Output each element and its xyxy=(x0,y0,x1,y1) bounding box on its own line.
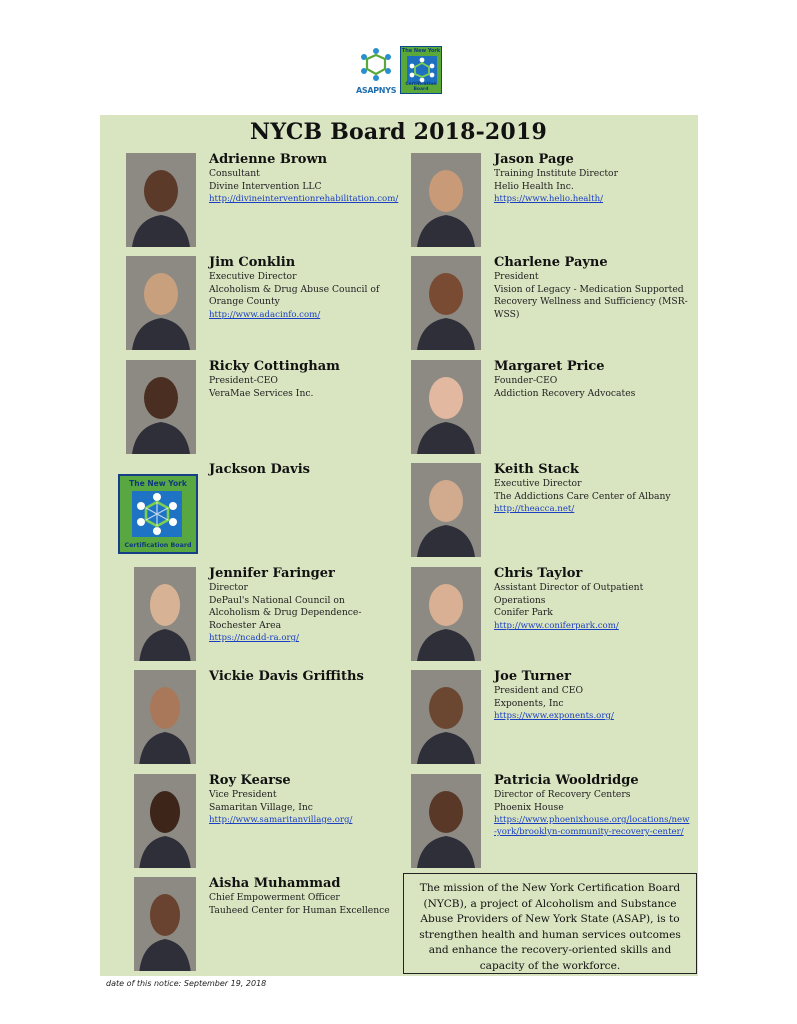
member-website-link[interactable]: https://www.exponents.org/ xyxy=(494,711,614,721)
member-name: Jennifer Faringer xyxy=(209,566,335,581)
member-detail-line: Operations xyxy=(494,594,546,606)
member-detail-line: Executive Director xyxy=(209,271,297,282)
nycb-small-logo xyxy=(400,46,442,94)
member-detail-line: Phoenix House xyxy=(494,801,564,813)
member-info xyxy=(494,462,694,515)
member-detail-line: Vice President xyxy=(209,789,277,800)
member-detail-line: Recovery Wellness and Sufficiency (MSR- xyxy=(494,296,688,307)
member-detail-line: President and CEO xyxy=(494,685,583,696)
member-info xyxy=(209,876,409,917)
member-photo xyxy=(126,360,196,454)
portrait-silhouette xyxy=(411,360,481,454)
member-info xyxy=(494,669,694,722)
member-detail-line: Conifer Park xyxy=(494,607,553,618)
portrait-silhouette xyxy=(411,463,481,557)
member-name: Joe Turner xyxy=(494,669,571,684)
member-name: Keith Stack xyxy=(494,462,579,477)
portrait-silhouette xyxy=(134,774,196,868)
member-detail-line: Chief Empowerment Officer xyxy=(209,892,340,903)
member-detail-line: Training Institute Director xyxy=(494,168,618,179)
member-name: Charlene Payne xyxy=(494,255,608,270)
header-logos xyxy=(356,46,442,94)
member-website-link[interactable]: https://ncadd-ra.org/ xyxy=(209,633,300,643)
member-name: Jason Page xyxy=(494,152,574,167)
member-detail-line: Helio Health Inc. xyxy=(494,180,574,192)
member-detail-line: DePaul's National Council on xyxy=(209,594,345,606)
member-info xyxy=(209,773,409,826)
portrait-silhouette xyxy=(134,670,196,764)
member-photo xyxy=(411,567,481,661)
member-photo xyxy=(411,360,481,454)
member-website-link[interactable]: http://divineinterventionrehabilitation.com/ xyxy=(209,194,399,204)
member-detail-line: Alcoholism & Drug Dependence- xyxy=(209,607,362,618)
page-title: NYCB Board 2018-2019 xyxy=(250,119,547,145)
member-detail-line: Founder-CEO xyxy=(494,375,558,386)
member-name: Aisha Muhammad xyxy=(209,876,341,891)
portrait-silhouette xyxy=(134,567,196,661)
member-photo xyxy=(411,774,481,868)
member-name: Chris Taylor xyxy=(494,566,583,581)
member-photo xyxy=(411,463,481,557)
member-name: Roy Kearse xyxy=(209,773,291,788)
member-info xyxy=(494,255,694,321)
portrait-silhouette xyxy=(411,153,481,247)
member-detail-line: Samaritan Village, Inc xyxy=(209,801,313,813)
member-detail-line: VeraMae Services Inc. xyxy=(209,387,314,399)
member-photo xyxy=(126,256,196,350)
small-logo-top-text: The New York xyxy=(401,48,441,54)
portrait-silhouette xyxy=(411,670,481,764)
mission-statement-box xyxy=(403,873,697,974)
member-info xyxy=(209,669,409,685)
member-detail-line: Tauheed Center for Human Excellence xyxy=(209,904,390,916)
cert-logo-emblem xyxy=(132,491,182,537)
nycb-certification-logo xyxy=(118,474,198,554)
member-website-link[interactable]: http://www.samaritanvillage.org/ xyxy=(209,815,353,825)
member-name: Margaret Price xyxy=(494,359,605,374)
member-name: Adrienne Brown xyxy=(209,152,328,167)
member-info xyxy=(494,359,694,400)
member-photo xyxy=(134,670,196,764)
member-info xyxy=(494,566,694,632)
member-photo xyxy=(134,877,196,971)
member-detail-line: Rochester Area xyxy=(209,619,282,631)
member-info xyxy=(209,566,409,644)
member-detail-line: President xyxy=(494,271,539,282)
member-website-link[interactable]: http://www.adacinfo.com/ xyxy=(209,309,321,320)
member-name: Jim Conklin xyxy=(209,255,296,270)
portrait-silhouette xyxy=(411,567,481,661)
member-name: Ricky Cottingham xyxy=(209,359,340,374)
member-photo xyxy=(411,670,481,764)
member-detail-line: Consultant xyxy=(209,168,260,179)
member-detail-line: Alcoholism & Drug Abuse Council of xyxy=(209,283,380,295)
member-website-link[interactable]: https://www.helio.health/ xyxy=(494,194,604,204)
member-detail-line: Director of Recovery Centers xyxy=(494,789,631,800)
member-photo xyxy=(126,153,196,247)
member-detail-line: Divine Intervention LLC xyxy=(209,180,322,192)
member-detail-line: WSS) xyxy=(494,308,520,320)
small-logo-bottom-text: Certification Board xyxy=(405,82,437,92)
member-website-link[interactable]: http://www.coniferpark.com/ xyxy=(494,620,619,631)
member-detail-line: The Addictions Care Center of Albany xyxy=(494,490,671,502)
member-website-link[interactable]: http://theacca.net/ xyxy=(494,504,575,514)
mission-text: The mission of the New York Certification Board (NYCB), a project of Alcoholism and Substance Abuse Providers of New York State (ASAP), is to strengthen health and human services outcomes and enhance the recovery-oriented skills and capacity of the workforce. xyxy=(419,882,681,972)
member-info xyxy=(209,255,409,321)
cert-logo-top-text: The New York xyxy=(129,479,187,488)
member-photo xyxy=(411,256,481,350)
member-photo xyxy=(134,774,196,868)
member-detail-line: Executive Director xyxy=(494,478,582,489)
member-info xyxy=(494,152,694,205)
member-detail-line: Director xyxy=(209,582,248,593)
member-detail-line: Orange County xyxy=(209,296,280,307)
asapnys-logo-text: ASAPNYS xyxy=(356,86,397,95)
member-detail-line: Vision of Legacy - Medication Supported xyxy=(494,283,684,295)
member-detail-line: Exponents, Inc xyxy=(494,697,564,709)
member-info xyxy=(494,773,694,838)
member-website-link[interactable]: https://www.phoenixhouse.org/locations/new-york/brooklyn-community-recovery-center/ xyxy=(494,815,690,837)
small-logo-emblem xyxy=(407,56,437,84)
asapnys-logo xyxy=(356,46,396,94)
portrait-silhouette xyxy=(126,360,196,454)
member-photo xyxy=(134,567,196,661)
member-detail-line: Assistant Director of Outpatient xyxy=(494,582,644,593)
portrait-silhouette xyxy=(411,256,481,350)
member-info xyxy=(209,462,409,478)
notice-date: date of this notice: September 19, 2018 xyxy=(106,979,267,988)
portrait-silhouette xyxy=(126,153,196,247)
member-name: Jackson Davis xyxy=(209,462,310,477)
member-name: Patricia Wooldridge xyxy=(494,773,639,788)
member-info xyxy=(209,359,409,400)
cert-logo-bottom-text: Certification Board xyxy=(124,542,192,549)
member-photo xyxy=(411,153,481,247)
portrait-silhouette xyxy=(126,256,196,350)
member-name: Vickie Davis Griffiths xyxy=(209,669,364,684)
portrait-silhouette xyxy=(411,774,481,868)
member-detail-line: Addiction Recovery Advocates xyxy=(494,387,636,399)
member-detail-line: President-CEO xyxy=(209,375,278,386)
portrait-silhouette xyxy=(134,877,196,971)
member-info xyxy=(209,152,409,205)
